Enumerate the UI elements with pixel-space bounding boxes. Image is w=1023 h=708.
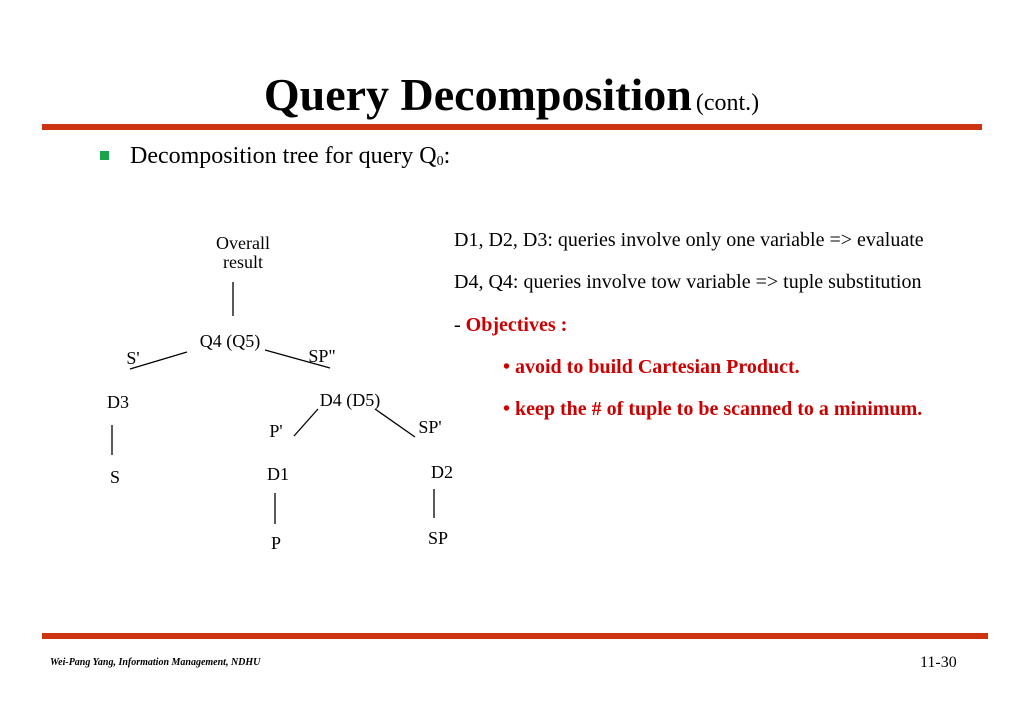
edge-label-sp-double-prime: SP" (308, 346, 336, 366)
node-d4: D4 (D5) (319, 390, 381, 410)
node-d3: D3 (107, 392, 129, 412)
bullet-subscript: 0 (436, 154, 444, 169)
objective-item-1: • avoid to build Cartesian Product. (503, 356, 800, 378)
node-overall-line1: Overall (216, 233, 270, 253)
edge-label-sp-prime: SP' (418, 417, 442, 437)
bottom-divider (42, 633, 988, 639)
bullet-prefix: Decomposition tree for query Q (130, 143, 437, 169)
edge-label-s-prime: S' (126, 348, 140, 368)
node-d1: D1 (267, 464, 289, 484)
objectives-label: Objectives : (465, 314, 568, 336)
objectives-prefix: - (454, 314, 466, 336)
node-q4: Q4 (Q5) (199, 331, 261, 351)
title-suffix: (cont.) (695, 90, 760, 116)
note-line-2: D4, Q4: queries involve tow variable => tuple substitution (454, 271, 922, 293)
objective-item-2: • keep the # of tuple to be scanned to a minimum. (503, 398, 923, 420)
page-number: 11-30 (920, 654, 957, 671)
note-line-1: D1, D2, D3: queries involve only one variable => evaluate (454, 229, 924, 251)
footer-author: Wei-Pang Yang, Information Management, NDHU (50, 657, 261, 668)
node-s: S (109, 467, 120, 487)
edge-d4-d2 (375, 409, 415, 437)
title-main: Query Decomposition (263, 69, 692, 120)
node-sp: SP (427, 528, 449, 548)
node-overall-result (193, 233, 293, 273)
node-p: P (270, 533, 281, 553)
edge-label-p-prime: P' (269, 421, 283, 441)
edge-d4-d1 (294, 409, 318, 436)
node-d2: D2 (431, 462, 453, 482)
note-objectives (454, 314, 567, 337)
node-overall-line2: result (223, 252, 263, 272)
bullet-suffix: : (443, 143, 451, 169)
